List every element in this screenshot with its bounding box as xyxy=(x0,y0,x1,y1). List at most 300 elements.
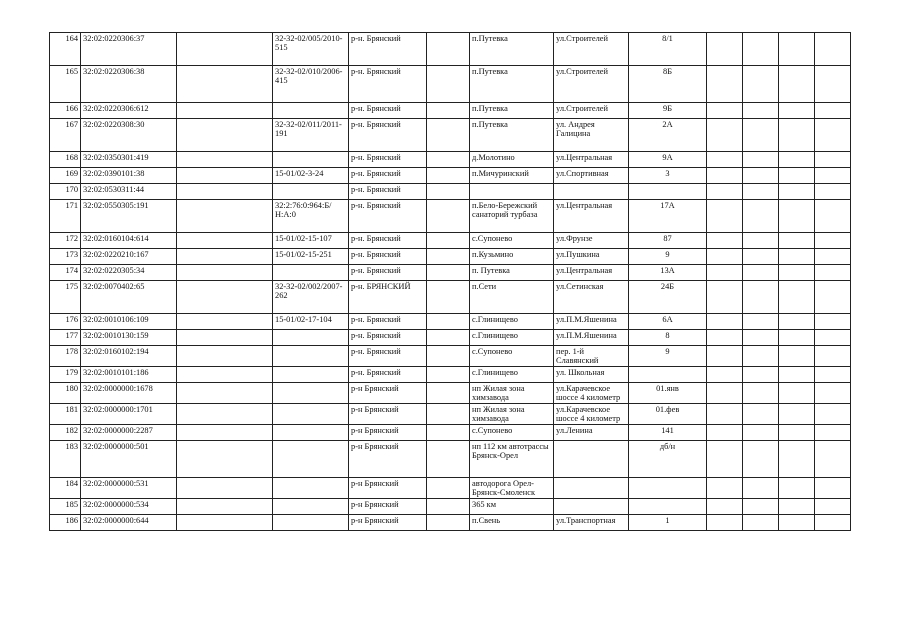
empty-cell xyxy=(707,66,743,103)
locality: с.Глинищево xyxy=(470,330,554,346)
district: р-н. Брянский xyxy=(349,330,427,346)
registration-number: 15-01/02-15-251 xyxy=(273,249,349,265)
district: р-н Брянский xyxy=(349,477,427,498)
district: р-н Брянский xyxy=(349,440,427,477)
registration-number xyxy=(273,383,349,404)
house-number xyxy=(629,184,707,200)
empty-cell xyxy=(427,330,470,346)
empty-cell xyxy=(707,168,743,184)
empty-cell xyxy=(707,346,743,367)
house-number: 8/1 xyxy=(629,33,707,66)
empty-cell xyxy=(779,184,815,200)
empty-cell xyxy=(177,184,273,200)
house-number: 87 xyxy=(629,233,707,249)
empty-cell xyxy=(743,66,779,103)
registration-number: 32-32-02/010/2006-415 xyxy=(273,66,349,103)
empty-cell xyxy=(743,498,779,514)
empty-cell xyxy=(707,403,743,424)
empty-cell xyxy=(177,403,273,424)
district: р-н. Брянский xyxy=(349,249,427,265)
empty-cell xyxy=(743,233,779,249)
empty-cell xyxy=(177,383,273,404)
empty-cell xyxy=(743,184,779,200)
empty-cell xyxy=(743,383,779,404)
cadastral-number: 32:02:0160104:614 xyxy=(81,233,177,249)
empty-cell xyxy=(427,152,470,168)
row-number: 171 xyxy=(50,200,81,233)
row-number: 182 xyxy=(50,424,81,440)
empty-cell xyxy=(815,200,851,233)
empty-cell xyxy=(815,168,851,184)
empty-cell xyxy=(707,424,743,440)
house-number: 13А xyxy=(629,265,707,281)
empty-cell xyxy=(815,184,851,200)
cadastral-number: 32:02:0220306:38 xyxy=(81,66,177,103)
registration-number: 15-01/02-15-107 xyxy=(273,233,349,249)
empty-cell xyxy=(427,403,470,424)
row-number: 175 xyxy=(50,281,81,314)
empty-cell xyxy=(177,440,273,477)
cadastral-number: 32:02:0550305:191 xyxy=(81,200,177,233)
table-row xyxy=(50,514,851,530)
table-row xyxy=(50,383,851,404)
street: пер. 1-й Славянский xyxy=(554,346,629,367)
empty-cell xyxy=(815,330,851,346)
district: р-н. Брянский xyxy=(349,200,427,233)
locality: п.Мичуринский xyxy=(470,168,554,184)
empty-cell xyxy=(743,424,779,440)
empty-cell xyxy=(743,403,779,424)
empty-cell xyxy=(743,330,779,346)
empty-cell xyxy=(427,233,470,249)
house-number: 9 xyxy=(629,249,707,265)
house-number: дб/н xyxy=(629,440,707,477)
house-number: 01.фев xyxy=(629,403,707,424)
empty-cell xyxy=(707,33,743,66)
empty-cell xyxy=(779,383,815,404)
cadastral-number: 32:02:0220306:612 xyxy=(81,103,177,119)
empty-cell xyxy=(177,119,273,152)
district: р-н Брянский xyxy=(349,424,427,440)
table-row xyxy=(50,346,851,367)
table-row xyxy=(50,403,851,424)
street xyxy=(554,184,629,200)
district: р-н. БРЯНСКИЙ xyxy=(349,281,427,314)
empty-cell xyxy=(743,440,779,477)
empty-cell xyxy=(815,346,851,367)
empty-cell xyxy=(427,440,470,477)
empty-cell xyxy=(427,281,470,314)
row-number: 181 xyxy=(50,403,81,424)
empty-cell xyxy=(177,314,273,330)
empty-cell xyxy=(707,103,743,119)
street: ул.Центральная xyxy=(554,152,629,168)
cadastral-number: 32:02:0000000:2287 xyxy=(81,424,177,440)
empty-cell xyxy=(427,265,470,281)
table-body xyxy=(50,33,851,531)
row-number: 170 xyxy=(50,184,81,200)
empty-cell xyxy=(779,403,815,424)
street xyxy=(554,498,629,514)
locality: с.Глинищево xyxy=(470,314,554,330)
registration-number xyxy=(273,440,349,477)
locality: п.Путевка xyxy=(470,33,554,66)
district: р-н Брянский xyxy=(349,383,427,404)
house-number: 3 xyxy=(629,168,707,184)
registration-number xyxy=(273,330,349,346)
house-number: 01.янв xyxy=(629,383,707,404)
house-number: 9 xyxy=(629,346,707,367)
empty-cell xyxy=(707,265,743,281)
district: р-н Брянский xyxy=(349,514,427,530)
empty-cell xyxy=(779,119,815,152)
empty-cell xyxy=(815,383,851,404)
cadastral-number: 32:02:0000000:1701 xyxy=(81,403,177,424)
registration-number: 32-32-02/002/2007-262 xyxy=(273,281,349,314)
row-number: 184 xyxy=(50,477,81,498)
empty-cell xyxy=(815,281,851,314)
house-number: 8Б xyxy=(629,66,707,103)
locality: д.Молотино xyxy=(470,152,554,168)
cadastral-number: 32:02:0000000:1678 xyxy=(81,383,177,404)
empty-cell xyxy=(427,498,470,514)
table-row xyxy=(50,200,851,233)
empty-cell xyxy=(743,346,779,367)
district: р-н. Брянский xyxy=(349,184,427,200)
street: ул. Андрея Галицина xyxy=(554,119,629,152)
row-number: 168 xyxy=(50,152,81,168)
empty-cell xyxy=(815,440,851,477)
locality: нп Жилая зона химзавода xyxy=(470,383,554,404)
table-row xyxy=(50,184,851,200)
empty-cell xyxy=(177,249,273,265)
cadastral-number: 32:02:0530311:44 xyxy=(81,184,177,200)
district: р-н. Брянский xyxy=(349,152,427,168)
row-number: 174 xyxy=(50,265,81,281)
empty-cell xyxy=(177,477,273,498)
district: р-н. Брянский xyxy=(349,168,427,184)
empty-cell xyxy=(743,281,779,314)
empty-cell xyxy=(779,200,815,233)
row-number: 177 xyxy=(50,330,81,346)
table-row xyxy=(50,440,851,477)
district: р-н. Брянский xyxy=(349,233,427,249)
registration-number xyxy=(273,498,349,514)
house-number: 8 xyxy=(629,330,707,346)
table-row xyxy=(50,233,851,249)
empty-cell xyxy=(177,424,273,440)
street: ул.Транспортная xyxy=(554,514,629,530)
empty-cell xyxy=(815,314,851,330)
locality: нп 112 км автотрассы Брянск-Орел xyxy=(470,440,554,477)
cadastral-number: 32:02:0220305:34 xyxy=(81,265,177,281)
street: ул.Фрунзе xyxy=(554,233,629,249)
empty-cell xyxy=(779,103,815,119)
street: ул.Спортивная xyxy=(554,168,629,184)
empty-cell xyxy=(427,66,470,103)
row-number: 185 xyxy=(50,498,81,514)
empty-cell xyxy=(743,152,779,168)
empty-cell xyxy=(427,314,470,330)
district: р-н Брянский xyxy=(349,498,427,514)
table-row xyxy=(50,367,851,383)
empty-cell xyxy=(707,119,743,152)
empty-cell xyxy=(707,330,743,346)
house-number: 1 xyxy=(629,514,707,530)
registration-number: 32:2:76:0:964:Б/Н:А:0 xyxy=(273,200,349,233)
table-row xyxy=(50,152,851,168)
empty-cell xyxy=(177,233,273,249)
registration-number xyxy=(273,103,349,119)
empty-cell xyxy=(707,281,743,314)
empty-cell xyxy=(177,152,273,168)
empty-cell xyxy=(779,477,815,498)
table-row xyxy=(50,477,851,498)
row-number: 180 xyxy=(50,383,81,404)
street xyxy=(554,477,629,498)
registration-number: 15-01/02-17-104 xyxy=(273,314,349,330)
registry-table xyxy=(49,32,851,531)
empty-cell xyxy=(815,152,851,168)
cadastral-number: 32:02:0220308:30 xyxy=(81,119,177,152)
empty-cell xyxy=(815,498,851,514)
street: ул.Строителей xyxy=(554,103,629,119)
house-number xyxy=(629,498,707,514)
cadastral-number: 32:02:0220306:37 xyxy=(81,33,177,66)
locality: п.Кузьмино xyxy=(470,249,554,265)
row-number: 173 xyxy=(50,249,81,265)
locality: 365 км xyxy=(470,498,554,514)
empty-cell xyxy=(427,184,470,200)
empty-cell xyxy=(779,424,815,440)
registration-number xyxy=(273,265,349,281)
empty-cell xyxy=(779,249,815,265)
district: р-н. Брянский xyxy=(349,119,427,152)
house-number: 141 xyxy=(629,424,707,440)
empty-cell xyxy=(743,249,779,265)
registration-number xyxy=(273,477,349,498)
street: ул.Центральная xyxy=(554,265,629,281)
empty-cell xyxy=(427,367,470,383)
empty-cell xyxy=(743,367,779,383)
empty-cell xyxy=(177,103,273,119)
locality: с.Супонево xyxy=(470,424,554,440)
locality: с.Глинищево xyxy=(470,367,554,383)
table-row xyxy=(50,314,851,330)
empty-cell xyxy=(743,265,779,281)
empty-cell xyxy=(779,346,815,367)
locality: нп Жилая зона химзавода xyxy=(470,403,554,424)
empty-cell xyxy=(427,383,470,404)
empty-cell xyxy=(177,330,273,346)
house-number: 9А xyxy=(629,152,707,168)
empty-cell xyxy=(815,477,851,498)
empty-cell xyxy=(779,498,815,514)
empty-cell xyxy=(707,477,743,498)
row-number: 165 xyxy=(50,66,81,103)
cadastral-number: 32:02:0010130:159 xyxy=(81,330,177,346)
locality: п.Путевка xyxy=(470,119,554,152)
cadastral-number: 32:02:0220210:167 xyxy=(81,249,177,265)
empty-cell xyxy=(707,440,743,477)
table-row xyxy=(50,168,851,184)
table-row xyxy=(50,424,851,440)
house-number xyxy=(629,477,707,498)
locality: с.Супонево xyxy=(470,233,554,249)
registration-number xyxy=(273,184,349,200)
row-number: 169 xyxy=(50,168,81,184)
empty-cell xyxy=(779,265,815,281)
empty-cell xyxy=(779,281,815,314)
locality: п.Свень xyxy=(470,514,554,530)
table-row xyxy=(50,103,851,119)
district: р-н. Брянский xyxy=(349,346,427,367)
registration-number xyxy=(273,152,349,168)
empty-cell xyxy=(177,367,273,383)
cadastral-number: 32:02:0390101:38 xyxy=(81,168,177,184)
empty-cell xyxy=(815,233,851,249)
empty-cell xyxy=(707,314,743,330)
district: р-н. Брянский xyxy=(349,103,427,119)
empty-cell xyxy=(743,314,779,330)
row-number: 176 xyxy=(50,314,81,330)
empty-cell xyxy=(815,249,851,265)
street: ул.Карачевское шоссе 4 километр xyxy=(554,403,629,424)
cadastral-number: 32:02:0010106:109 xyxy=(81,314,177,330)
empty-cell xyxy=(815,119,851,152)
locality: п.Бело-Бережский санаторий турбаза xyxy=(470,200,554,233)
row-number: 186 xyxy=(50,514,81,530)
street xyxy=(554,440,629,477)
house-number: 6А xyxy=(629,314,707,330)
district: р-н. Брянский xyxy=(349,33,427,66)
registration-number xyxy=(273,367,349,383)
street: ул.Строителей xyxy=(554,33,629,66)
table-row xyxy=(50,33,851,66)
locality: п. Путевка xyxy=(470,265,554,281)
street: ул.П.М.Яшенина xyxy=(554,314,629,330)
empty-cell xyxy=(177,33,273,66)
empty-cell xyxy=(779,168,815,184)
locality: с.Супонево xyxy=(470,346,554,367)
locality: п.Путевка xyxy=(470,103,554,119)
street: ул.П.М.Яшенина xyxy=(554,330,629,346)
empty-cell xyxy=(779,152,815,168)
empty-cell xyxy=(707,514,743,530)
table-row xyxy=(50,249,851,265)
street: ул. Школьная xyxy=(554,367,629,383)
empty-cell xyxy=(779,314,815,330)
row-number: 164 xyxy=(50,33,81,66)
cadastral-number: 32:02:0010101:186 xyxy=(81,367,177,383)
registration-number: 32-32-02/011/2011-191 xyxy=(273,119,349,152)
empty-cell xyxy=(427,477,470,498)
empty-cell xyxy=(427,168,470,184)
empty-cell xyxy=(177,168,273,184)
table-row xyxy=(50,281,851,314)
empty-cell xyxy=(177,281,273,314)
empty-cell xyxy=(743,33,779,66)
empty-cell xyxy=(427,346,470,367)
locality: автодорога Орел-Брянск-Смоленск xyxy=(470,477,554,498)
empty-cell xyxy=(707,367,743,383)
empty-cell xyxy=(177,265,273,281)
street: ул.Карачевское шоссе 4 километр xyxy=(554,383,629,404)
cadastral-number: 32:02:0000000:534 xyxy=(81,498,177,514)
empty-cell xyxy=(743,168,779,184)
empty-cell xyxy=(815,103,851,119)
empty-cell xyxy=(177,498,273,514)
empty-cell xyxy=(707,249,743,265)
empty-cell xyxy=(427,249,470,265)
empty-cell xyxy=(743,119,779,152)
empty-cell xyxy=(427,119,470,152)
street: ул.Пушкина xyxy=(554,249,629,265)
house-number xyxy=(629,367,707,383)
empty-cell xyxy=(779,514,815,530)
empty-cell xyxy=(743,200,779,233)
empty-cell xyxy=(707,152,743,168)
empty-cell xyxy=(815,403,851,424)
district: р-н. Брянский xyxy=(349,367,427,383)
empty-cell xyxy=(743,477,779,498)
house-number: 17А xyxy=(629,200,707,233)
empty-cell xyxy=(815,33,851,66)
empty-cell xyxy=(779,330,815,346)
locality xyxy=(470,184,554,200)
registration-number: 15-01/02-3-24 xyxy=(273,168,349,184)
empty-cell xyxy=(177,346,273,367)
row-number: 179 xyxy=(50,367,81,383)
street: ул.Центральная xyxy=(554,200,629,233)
locality: п.Путевка xyxy=(470,66,554,103)
empty-cell xyxy=(815,367,851,383)
empty-cell xyxy=(427,424,470,440)
table-row xyxy=(50,119,851,152)
empty-cell xyxy=(743,514,779,530)
row-number: 166 xyxy=(50,103,81,119)
row-number: 178 xyxy=(50,346,81,367)
district: р-н. Брянский xyxy=(349,66,427,103)
empty-cell xyxy=(707,184,743,200)
empty-cell xyxy=(779,440,815,477)
house-number: 9Б xyxy=(629,103,707,119)
house-number: 2А xyxy=(629,119,707,152)
empty-cell xyxy=(707,233,743,249)
empty-cell xyxy=(707,383,743,404)
cadastral-number: 32:02:0000000:531 xyxy=(81,477,177,498)
empty-cell xyxy=(707,498,743,514)
empty-cell xyxy=(177,66,273,103)
table-row xyxy=(50,265,851,281)
table-row xyxy=(50,330,851,346)
registration-number xyxy=(273,514,349,530)
empty-cell xyxy=(815,424,851,440)
empty-cell xyxy=(177,514,273,530)
row-number: 167 xyxy=(50,119,81,152)
empty-cell xyxy=(815,265,851,281)
registration-number: 32-32-02/005/2010-515 xyxy=(273,33,349,66)
cadastral-number: 32:02:0070402:65 xyxy=(81,281,177,314)
empty-cell xyxy=(815,514,851,530)
locality: п.Сети xyxy=(470,281,554,314)
empty-cell xyxy=(177,200,273,233)
row-number: 183 xyxy=(50,440,81,477)
empty-cell xyxy=(427,200,470,233)
empty-cell xyxy=(707,200,743,233)
district: р-н. Брянский xyxy=(349,265,427,281)
street: ул.Сетинская xyxy=(554,281,629,314)
